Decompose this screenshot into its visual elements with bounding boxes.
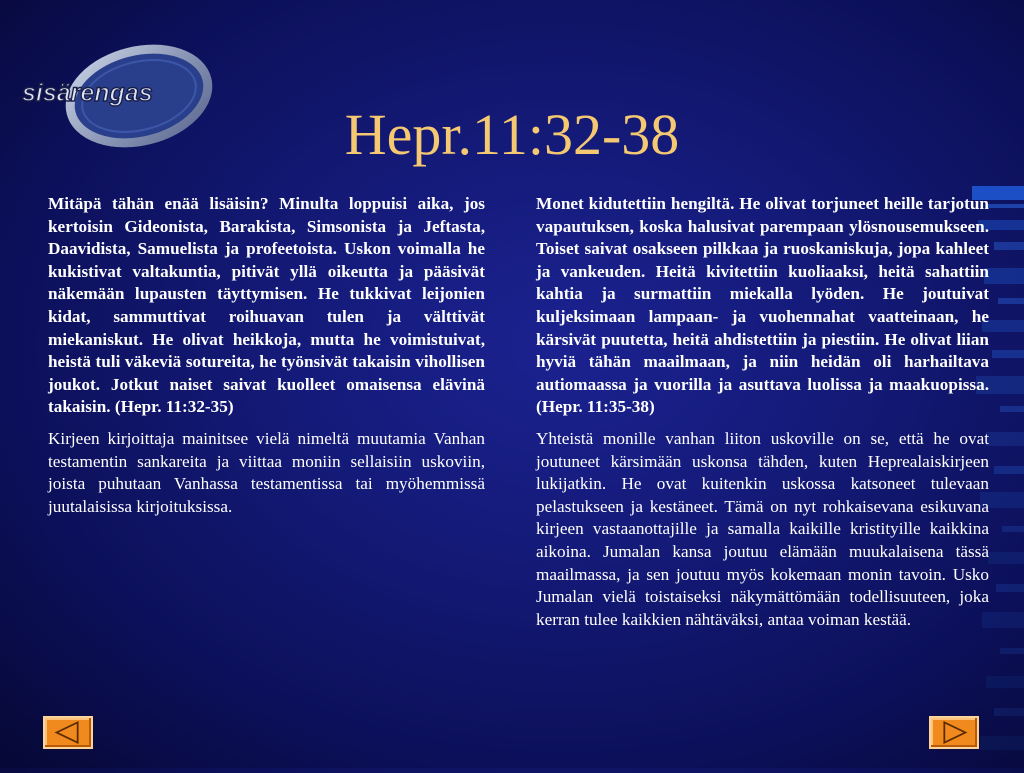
next-slide-button[interactable] [929, 716, 979, 749]
left-text-column [48, 193, 485, 527]
right-paragraph-1: Monet kidutettiin hengiltä. He olivat torjuneet heille tarjotun vapautuksen, koska halusivat parempaan ylösnousemukseen. Toiset saivat osakseen pilkkaa ja ruoskaniskuja, jopa kahleet ja vankeuden. Heitä kivitettiin kuoliaaksi, heitä sahattiin kahtia ja surmattiin miekalla lyöden. He joutuivat kuljeksimaan lampaan- ja vuohennahat vaatteinaan, he kärsivät puutetta, heitä ahdistettiin ja piestiin. He olivat liian hyviä tähän maailmaan, ja niin heidän oli harhailtava autiomaassa ja vuorilla ja asuttava luolissa ja maakuopissa. (Hepr. 11:35-38) [536, 194, 989, 417]
triangle-right-icon [931, 718, 977, 747]
right-paragraph-2: Yhteistä monille vanhan liiton uskoville on se, että he ovat joutuneet kärsimään uskonsa tähden, kuten Heprealaiskirjeen lukijatkin. He ovat kuitenkin uskossa katsoneet tulevaan pelastukseen ja kestäneet. Tämä on nyt rohkaisevana esikuvana kirjeen vastaanottajille ja samalla kaikille kristityille kaikkina aikoina. Jumalan kansa joutuu elämään muukalaisena tässä maailmassa, ja sen joutuu myös kokemaan monin tavoin. Usko Jumalan vielä toistaiseksi näkymättömään todellisuuteen, joka kerran tulee kaikkien nähtäväksi, antaa voiman kestää. [536, 428, 989, 629]
slide-title: Hepr.11:32-38 [344, 102, 680, 167]
left-paragraph-2: Kirjeen kirjoittaja mainitsee vielä nimeltä muutamia Vanhan testamentin sankareita ja viittaa moniin sellaisiin uskoviin, joista puhutaan Vanhassa testamentissa tai myöhemmissä juutalaisissa kirjoituksissa. [48, 428, 485, 516]
triangle-left-icon [45, 718, 91, 747]
right-text-column [536, 193, 989, 640]
logo-text: sisärengas [22, 79, 153, 107]
left-paragraph-1: Mitäpä tähän enää lisäisin? Minulta loppuisi aika, jos kertoisin Gideonista, Barakista, Simsonista ja Jeftasta, Daavidista, Samuelista ja profeetoista. Uskon voimalla he kukistivat valtakuntia, pitivät yllä oikeutta ja pääsivät näkemään lupausten täyttymisen. He tukkivat leijonien kidat, sammuttivat roihuavan tulen ja välttivät miekaniskut. He olivat heikkoja, mutta he voimistuivat, heistä tuli väkeviä sotureita, he työnsivät takaisin vihollisen joukot. Jotkut naiset saivat kuolleet omaisensa elävinä takaisin. (Hepr. 11:32-35) [48, 194, 485, 417]
previous-slide-button[interactable] [43, 716, 93, 749]
